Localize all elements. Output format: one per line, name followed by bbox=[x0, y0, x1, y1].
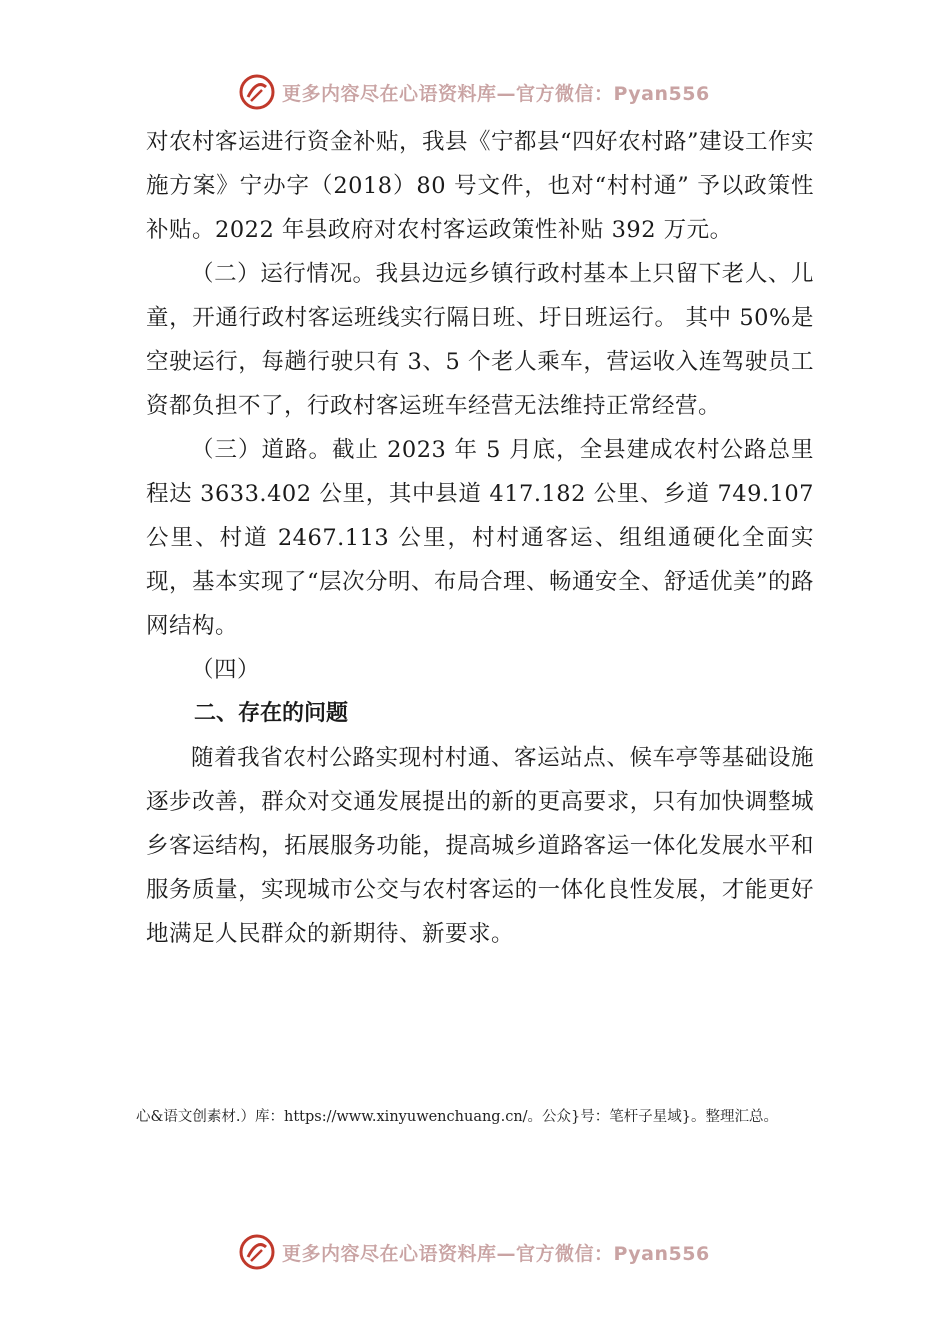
paragraph-roads: （三）道路。截止 2023 年 5 月底，全县建成农村公路总里程达 3633.402 公里，其中县道 417.182 公里、乡道 749.107 公里、村道 2467.113 公里，村村通客运、组组通硬化全面实现，基本实现了“层次分明、布局合理、畅通安全、舒适优美”的路网结构。 bbox=[146, 437, 815, 639]
paragraph-operation: （二）运行情况。我县边远乡镇行政村基本上只留下老人、儿童，开通行政村客运班线实行隔日班、圩日班运行。 其中 50%是空驶运行，每趟行驶只有 3、5 个老人乘车，营运收入连驾驶员工资都负担不了，行政村客运班车经营无法维持正常经营。 bbox=[146, 261, 814, 419]
section-heading: 二、存在的问题 bbox=[194, 701, 349, 726]
source-footnote: 心&语文创素材.）库：https://www.xinyuwenchuang.cn/。公众}号：笔杆子星域}。整理汇总。 bbox=[136, 1109, 778, 1125]
footer-watermark-banner bbox=[238, 1232, 758, 1272]
watermark-logo-icon bbox=[238, 73, 276, 111]
document-body bbox=[146, 120, 814, 956]
watermark-logo-icon bbox=[238, 1233, 276, 1271]
paragraph-problems: 随着我省农村公路实现村村通、客运站点、候车亭等基础设施逐步改善，群众对交通发展提出的新的更高要求，只有加快调整城乡客运结构，拓展服务功能，提高城乡道路客运一体化发展水平和服务质量，实现城市公交与农村客运的一体化良性发展，才能更好地满足人民群众的新期待、新要求。 bbox=[146, 745, 814, 947]
paragraph-four: （四） bbox=[191, 657, 261, 683]
watermark-text: 更多内容尽在心语资料库—官方微信：Pyan556 bbox=[282, 82, 710, 105]
header-watermark-banner bbox=[238, 72, 758, 112]
paragraph-subsidy: 对农村客运进行资金补贴，我县《宁都县“四好农村路”建设工作实施方案》宁办字（2018）80 号文件，也对“村村通” 予以政策性补贴。2022 年县政府对农村客运政策性补贴 392 万元。 bbox=[146, 129, 815, 243]
watermark-text: 更多内容尽在心语资料库—官方微信：Pyan556 bbox=[282, 1242, 710, 1265]
